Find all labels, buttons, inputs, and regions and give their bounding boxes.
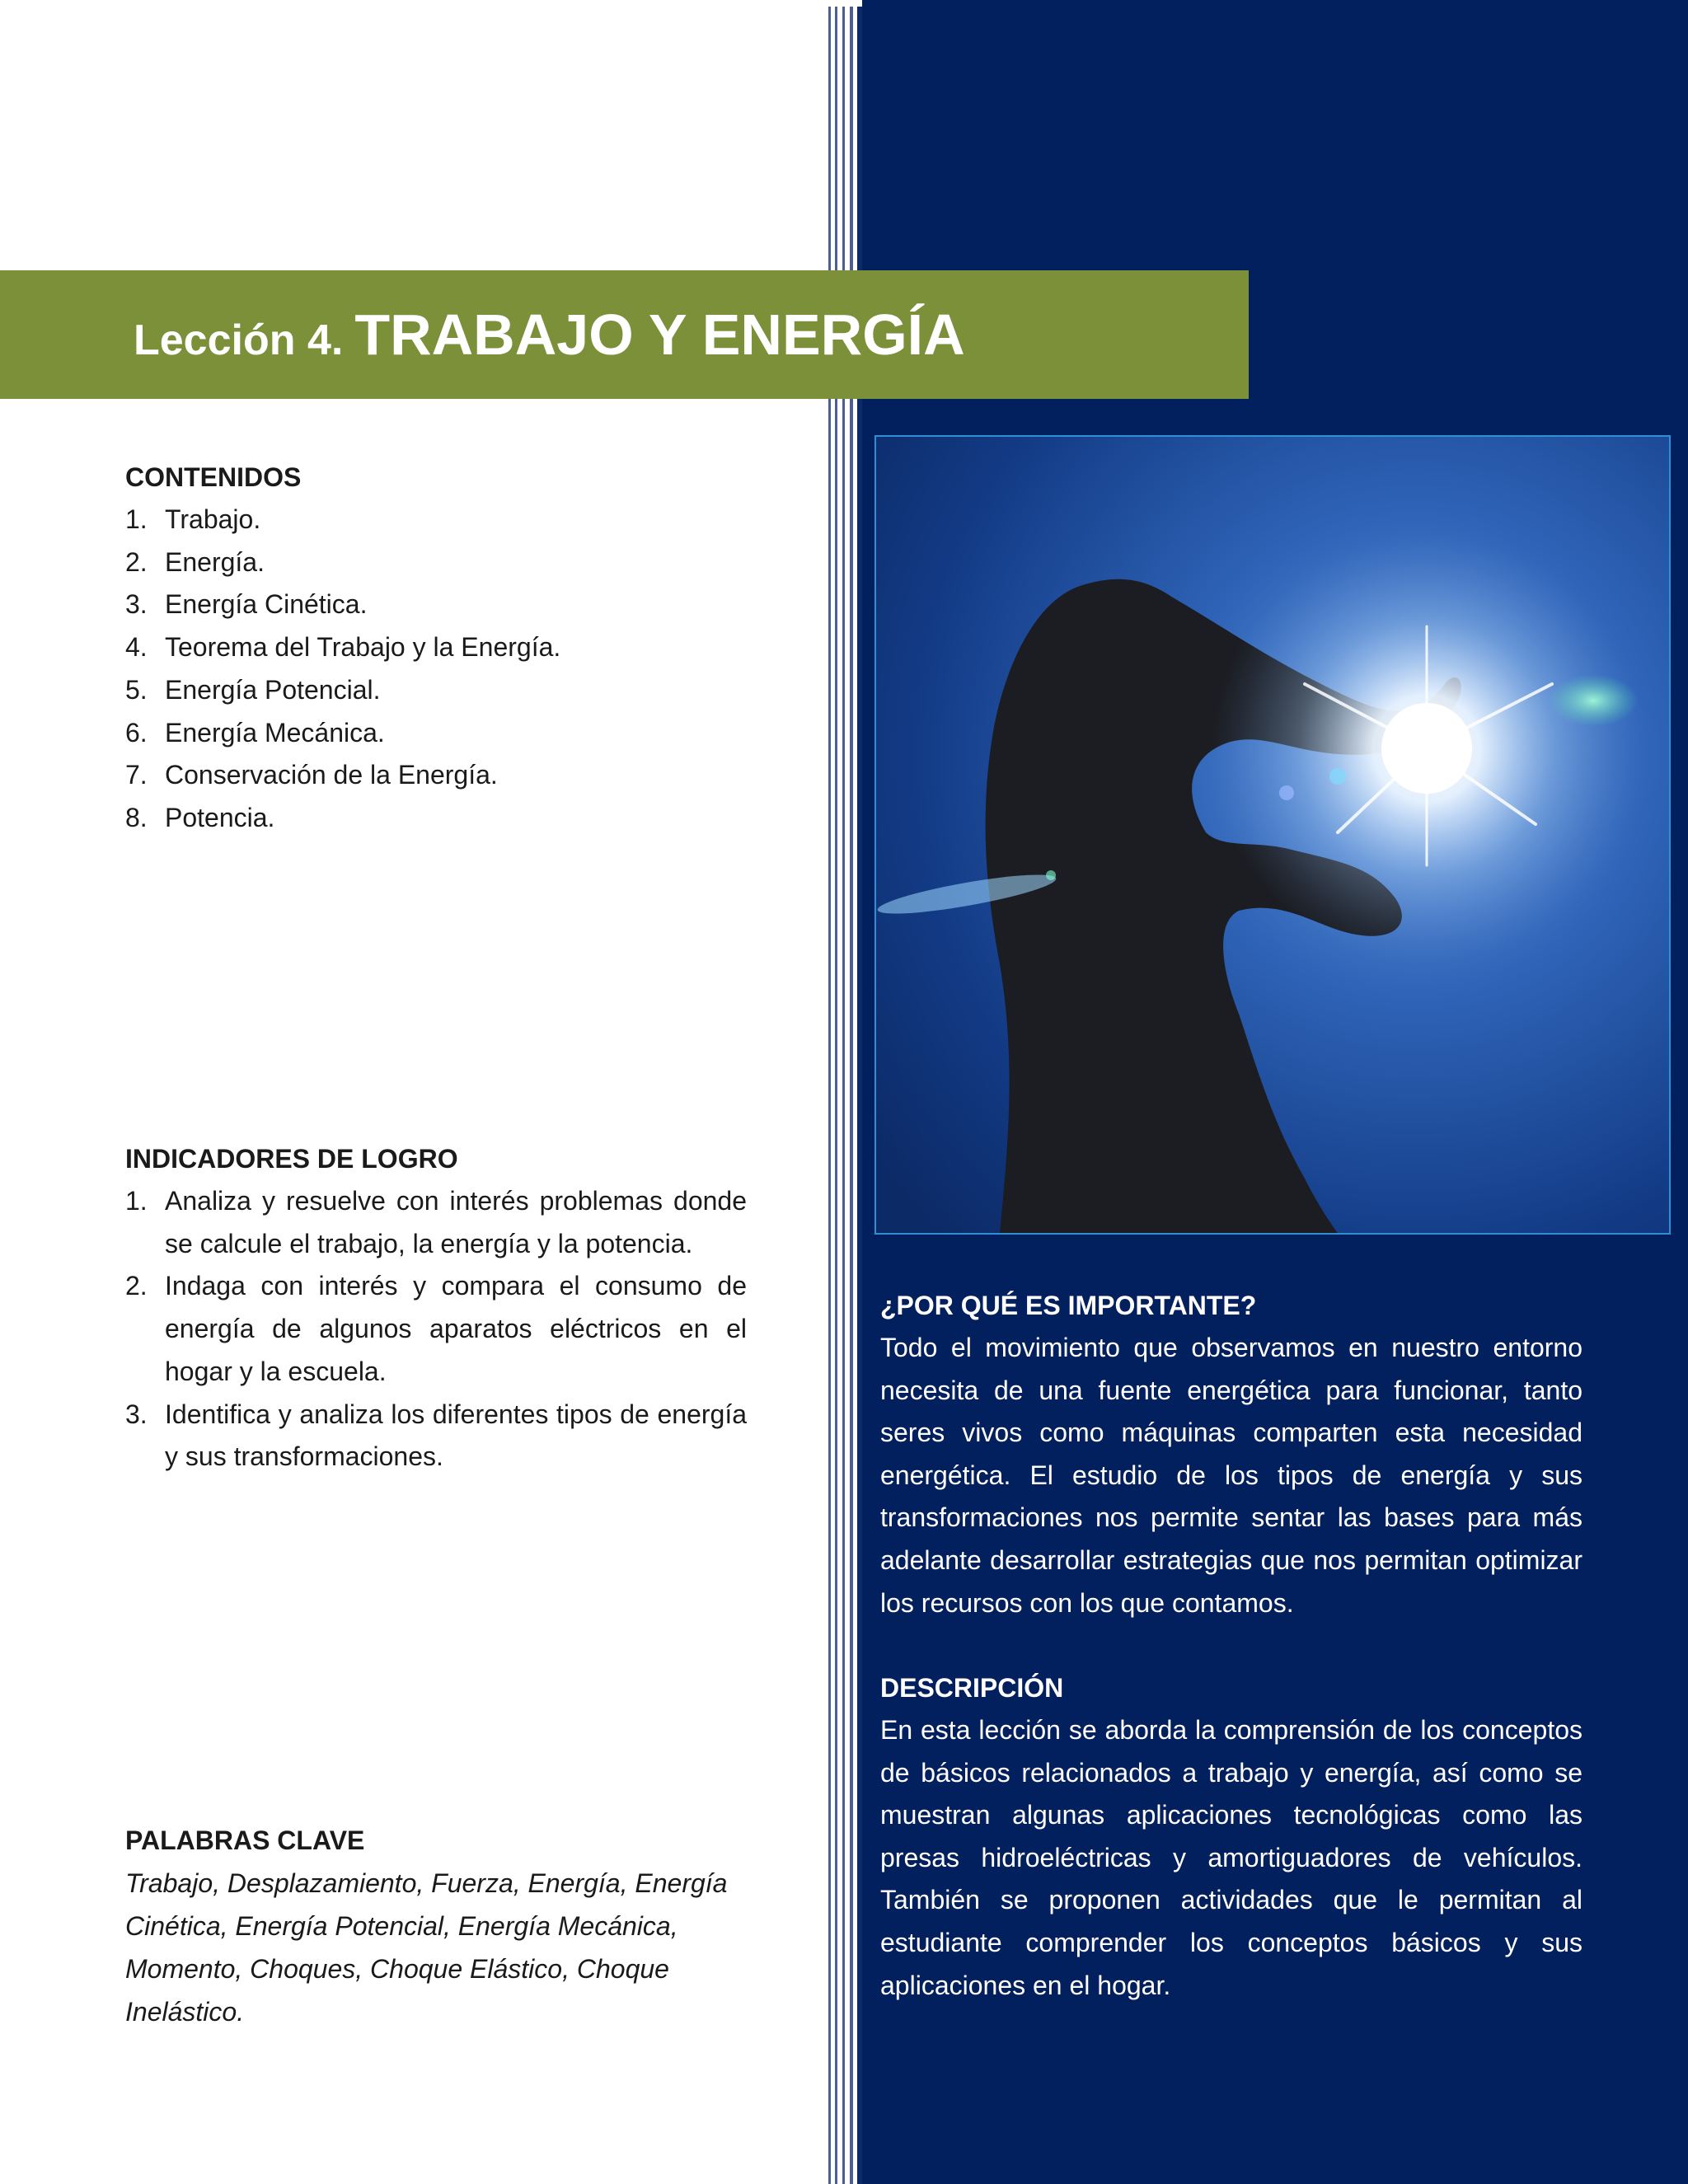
keywords-text: Trabajo, Desplazamiento, Fuerza, Energía, Energía Cinética, Energía Potencial, Energía Mecánica, Momento, Choques, Choque Elástico, Choque Inelástico.	[125, 1868, 728, 2027]
list-item	[125, 754, 747, 797]
keywords-heading: PALABRAS CLAVE	[125, 1825, 365, 1855]
list-number: 7.	[125, 760, 148, 790]
description-section	[880, 1666, 1582, 2007]
list-item	[125, 797, 747, 840]
list-text: Indaga con interés y compara el consumo de energía de algunos aparatos eléctricos en el hogar y la escuela.	[165, 1271, 747, 1386]
list-text: Teorema del Trabajo y la Energía.	[165, 632, 561, 663]
list-number: 1.	[125, 504, 148, 534]
list-text: Energía Potencial.	[165, 674, 381, 705]
keywords-section	[125, 1819, 752, 2033]
photo-illustration	[876, 437, 1669, 1233]
list-number: 3.	[125, 1399, 148, 1429]
description-heading: DESCRIPCIÓN	[880, 1673, 1064, 1703]
lesson-label: Lección 4.	[134, 316, 344, 364]
list-text: Identifica y analiza los diferentes tipos de energía y sus transformaciones.	[165, 1399, 747, 1472]
list-number: 3.	[125, 589, 148, 620]
lesson-title: TRABAJO Y ENERGÍA	[354, 302, 965, 367]
contents-list	[125, 499, 747, 840]
list-text: Conservación de la Energía.	[165, 760, 498, 790]
list-text: Trabajo.	[165, 504, 261, 534]
list-item	[125, 712, 747, 755]
indicators-list	[125, 1180, 747, 1479]
list-text: Potencia.	[165, 802, 275, 832]
list-number: 1.	[125, 1186, 148, 1216]
list-item	[125, 1265, 747, 1393]
list-number: 2.	[125, 546, 148, 577]
list-text: Energía Cinética.	[165, 589, 368, 620]
list-number: 6.	[125, 717, 148, 748]
importance-heading: ¿POR QUÉ ES IMPORTANTE?	[880, 1291, 1257, 1320]
lesson-heading	[134, 302, 965, 368]
list-number: 4.	[125, 632, 148, 663]
list-item	[125, 499, 747, 541]
importance-section	[880, 1284, 1582, 1624]
contents-section	[125, 456, 747, 840]
list-number: 8.	[125, 802, 148, 832]
contents-heading: CONTENIDOS	[125, 462, 302, 492]
list-text: Energía.	[165, 546, 265, 577]
list-item	[125, 1394, 747, 1479]
indicators-heading: INDICADORES DE LOGRO	[125, 1144, 458, 1174]
list-item	[125, 583, 747, 626]
importance-text: Todo el movimiento que observamos en nuestro entorno necesita de una fuente energética para funcionar, tanto seres vivos como máquinas comparten esta necesidad energética. El estudio de los tipos de energía y sus transformaciones nos permite sentar las bases para más adelante desarrollar estrategias que nos permitan optimizar los recursos con los que contamos.	[880, 1333, 1582, 1618]
list-text: Energía Mecánica.	[165, 717, 385, 748]
lesson-banner	[0, 270, 1249, 399]
list-item	[125, 1180, 747, 1265]
list-item	[125, 626, 747, 669]
list-text: Analiza y resuelve con interés problemas donde se calcule el trabajo, la energía y la potencia.	[165, 1186, 747, 1258]
list-item	[125, 669, 747, 712]
hand-holding-sun-photo	[874, 435, 1671, 1235]
description-text: En esta lección se aborda la comprensión de los conceptos de básicos relacionados a trabajo y energía, así como se muestran algunas aplicaciones tecnológicas como las presas hidroeléctricas y amortiguadores de vehículos. También se proponen actividades que le permitan al estudiante comprender los conceptos básicos y sus aplicaciones en el hogar.	[880, 1715, 1582, 2000]
achievement-indicators-section	[125, 1137, 747, 1479]
list-number: 5.	[125, 674, 148, 705]
list-item	[125, 541, 747, 584]
list-number: 2.	[125, 1271, 148, 1301]
